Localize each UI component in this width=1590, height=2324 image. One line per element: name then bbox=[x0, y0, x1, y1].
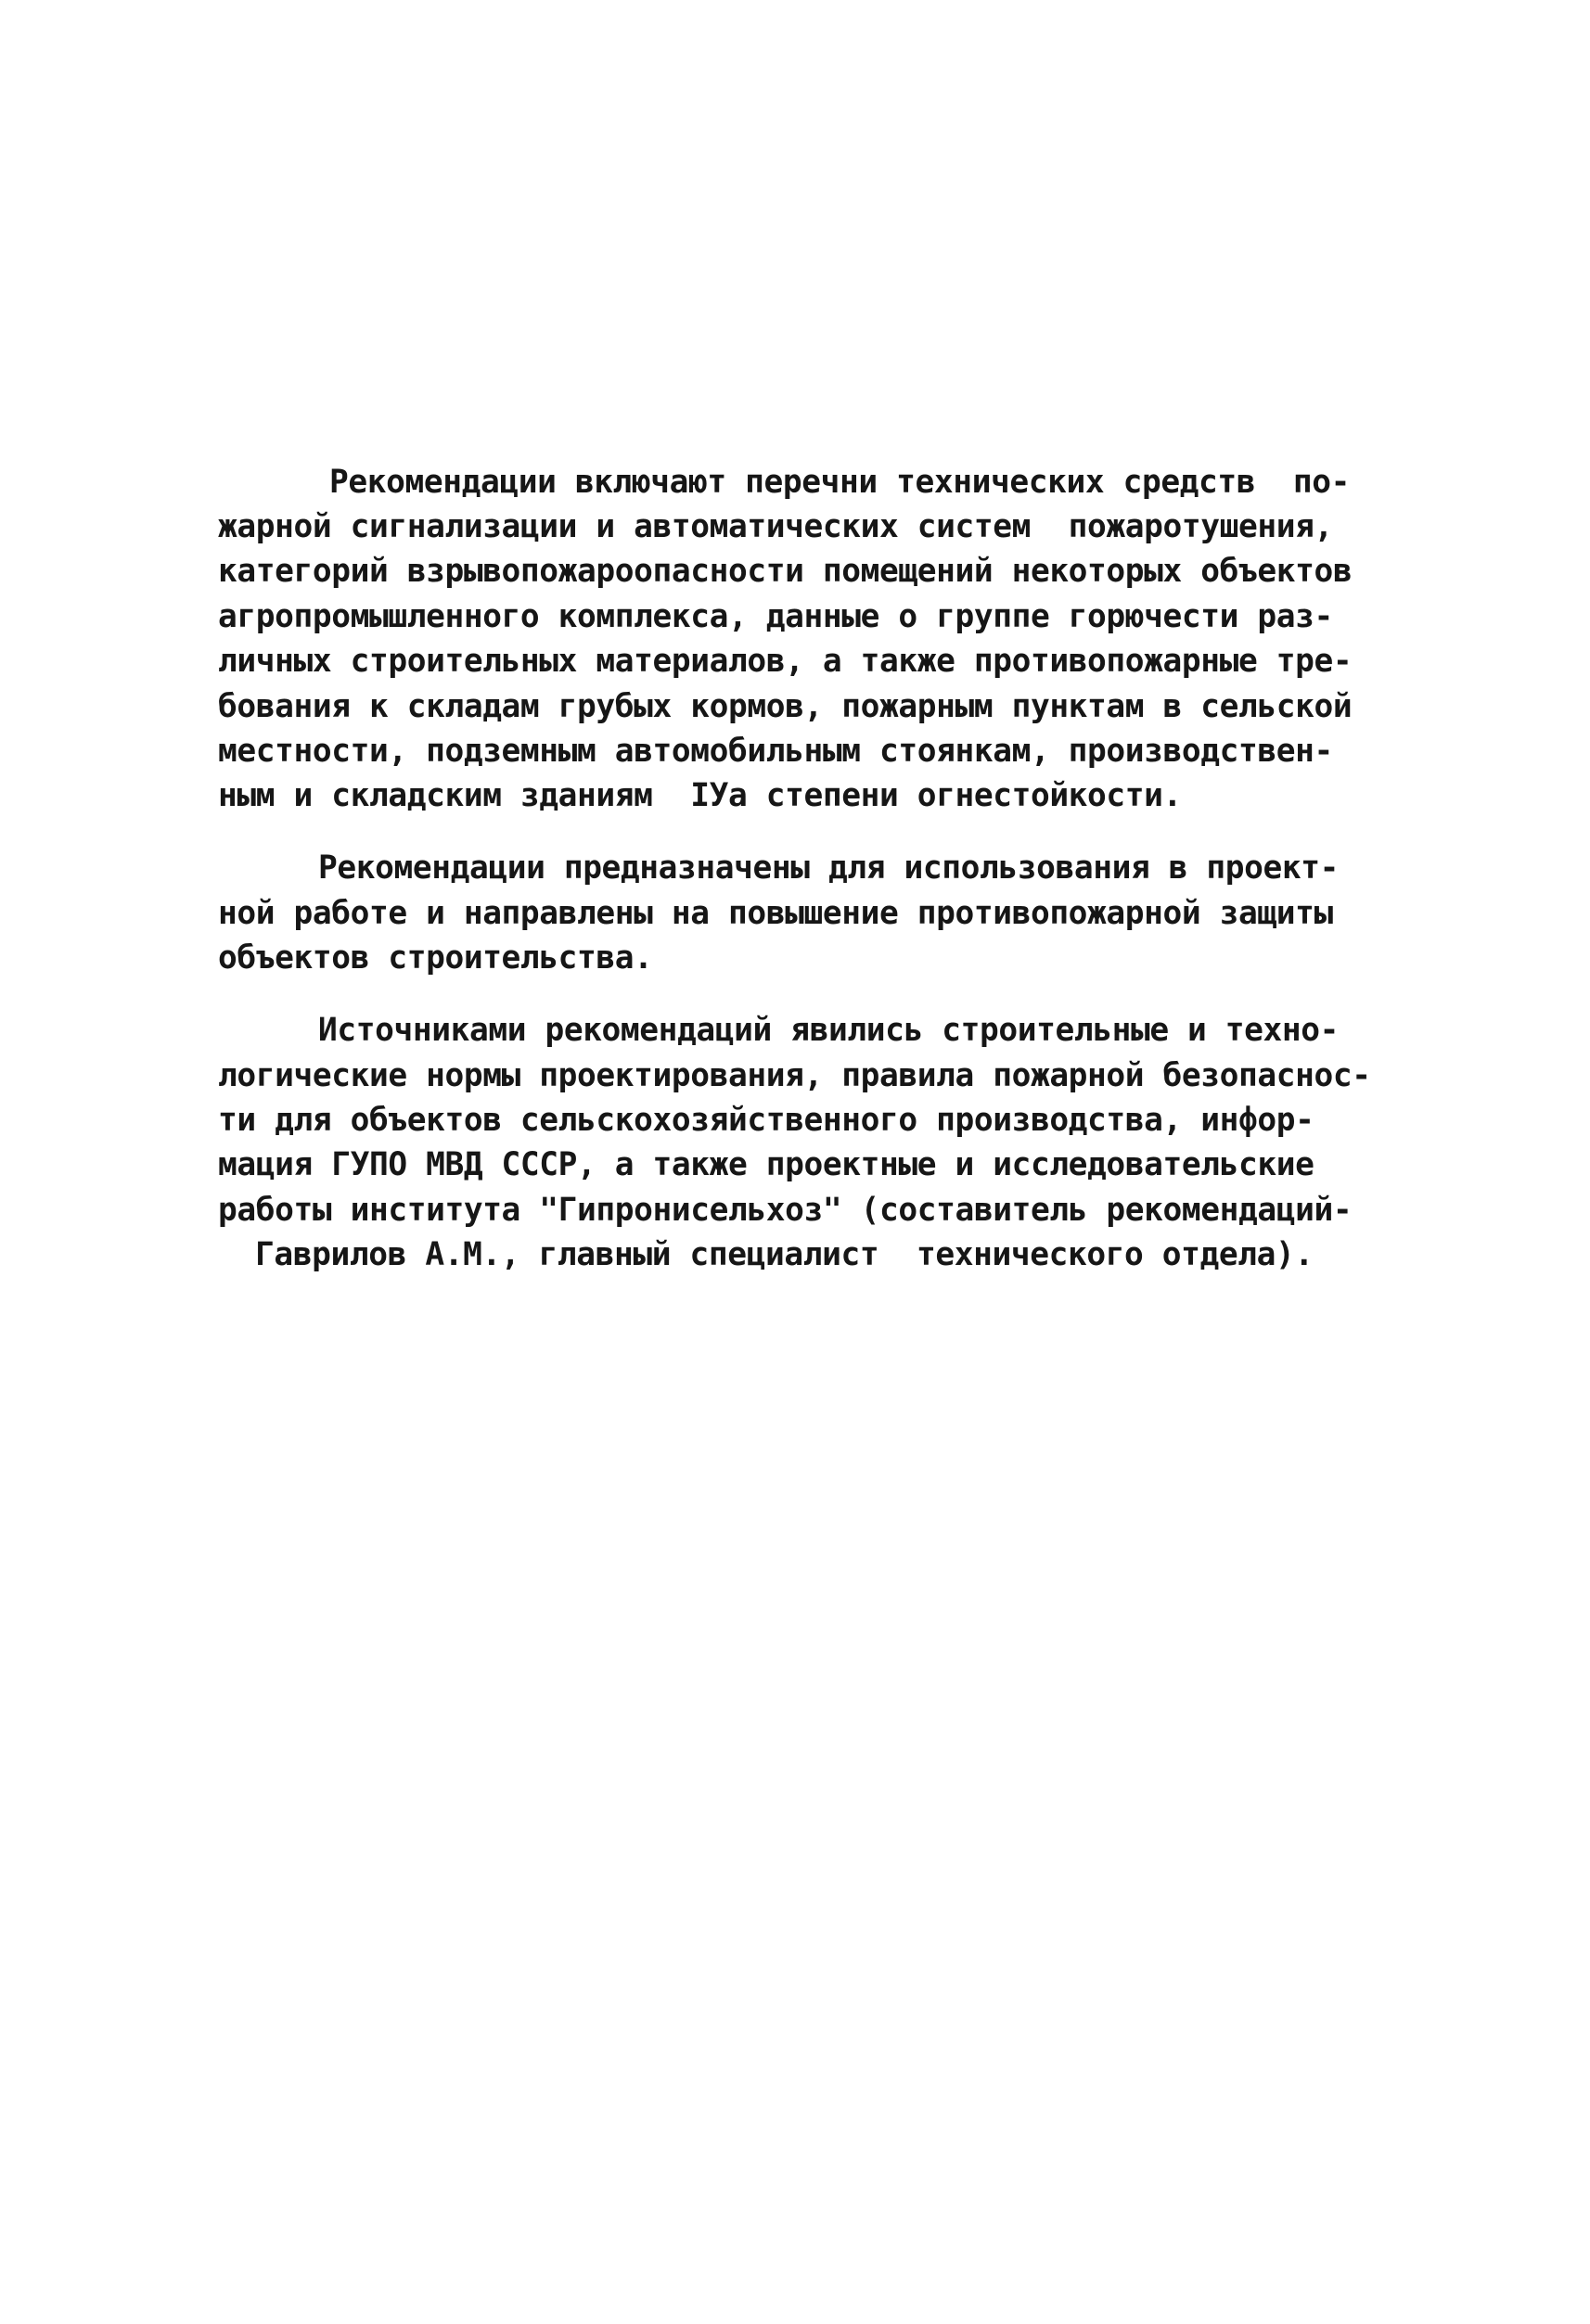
text-line: агропромышленного комплекса, данные о группе горючести раз- bbox=[218, 598, 1333, 635]
text-line: Гаврилов А.М., главный специалист технического отдела). bbox=[255, 1236, 1314, 1273]
text-line: Источниками рекомендаций явились строительные и техно- bbox=[318, 1012, 1340, 1049]
text-line: личных строительных материалов, а также противопожарные тре- bbox=[218, 643, 1353, 680]
text-line: мация ГУПО МВД СССР, а также проектные и исследовательские bbox=[218, 1146, 1314, 1183]
text-line: ным и складским зданиям IУа степени огнестойкости. bbox=[218, 777, 1182, 814]
text-line: Рекомендации предназначены для использования в проект- bbox=[318, 849, 1340, 887]
text-line: категорий взрывопожароопасности помещений некоторых объектов bbox=[218, 553, 1353, 590]
text-line: логические нормы проектирования, правила пожарной безопаснос- bbox=[218, 1057, 1371, 1094]
text-line: жарной сигнализации и автоматических систем пожаротушения, bbox=[218, 508, 1333, 545]
text-line: объектов строительства. bbox=[218, 939, 653, 977]
text-line: Рекомендации включают перечни технических средств по- bbox=[329, 464, 1351, 501]
text-line: бования к складам грубых кормов, пожарным пунктам в сельской bbox=[218, 688, 1353, 725]
text-line: работы института "Гипронисельхоз" (составитель рекомендаций- bbox=[218, 1192, 1353, 1229]
text-line: ти для объектов сельскохозяйственного производства, инфор- bbox=[218, 1102, 1314, 1139]
text-line: местности, подземным автомобильным стоянкам, производствен- bbox=[218, 733, 1333, 770]
text-line: ной работе и направлены на повышение противопожарной защиты bbox=[218, 895, 1333, 932]
